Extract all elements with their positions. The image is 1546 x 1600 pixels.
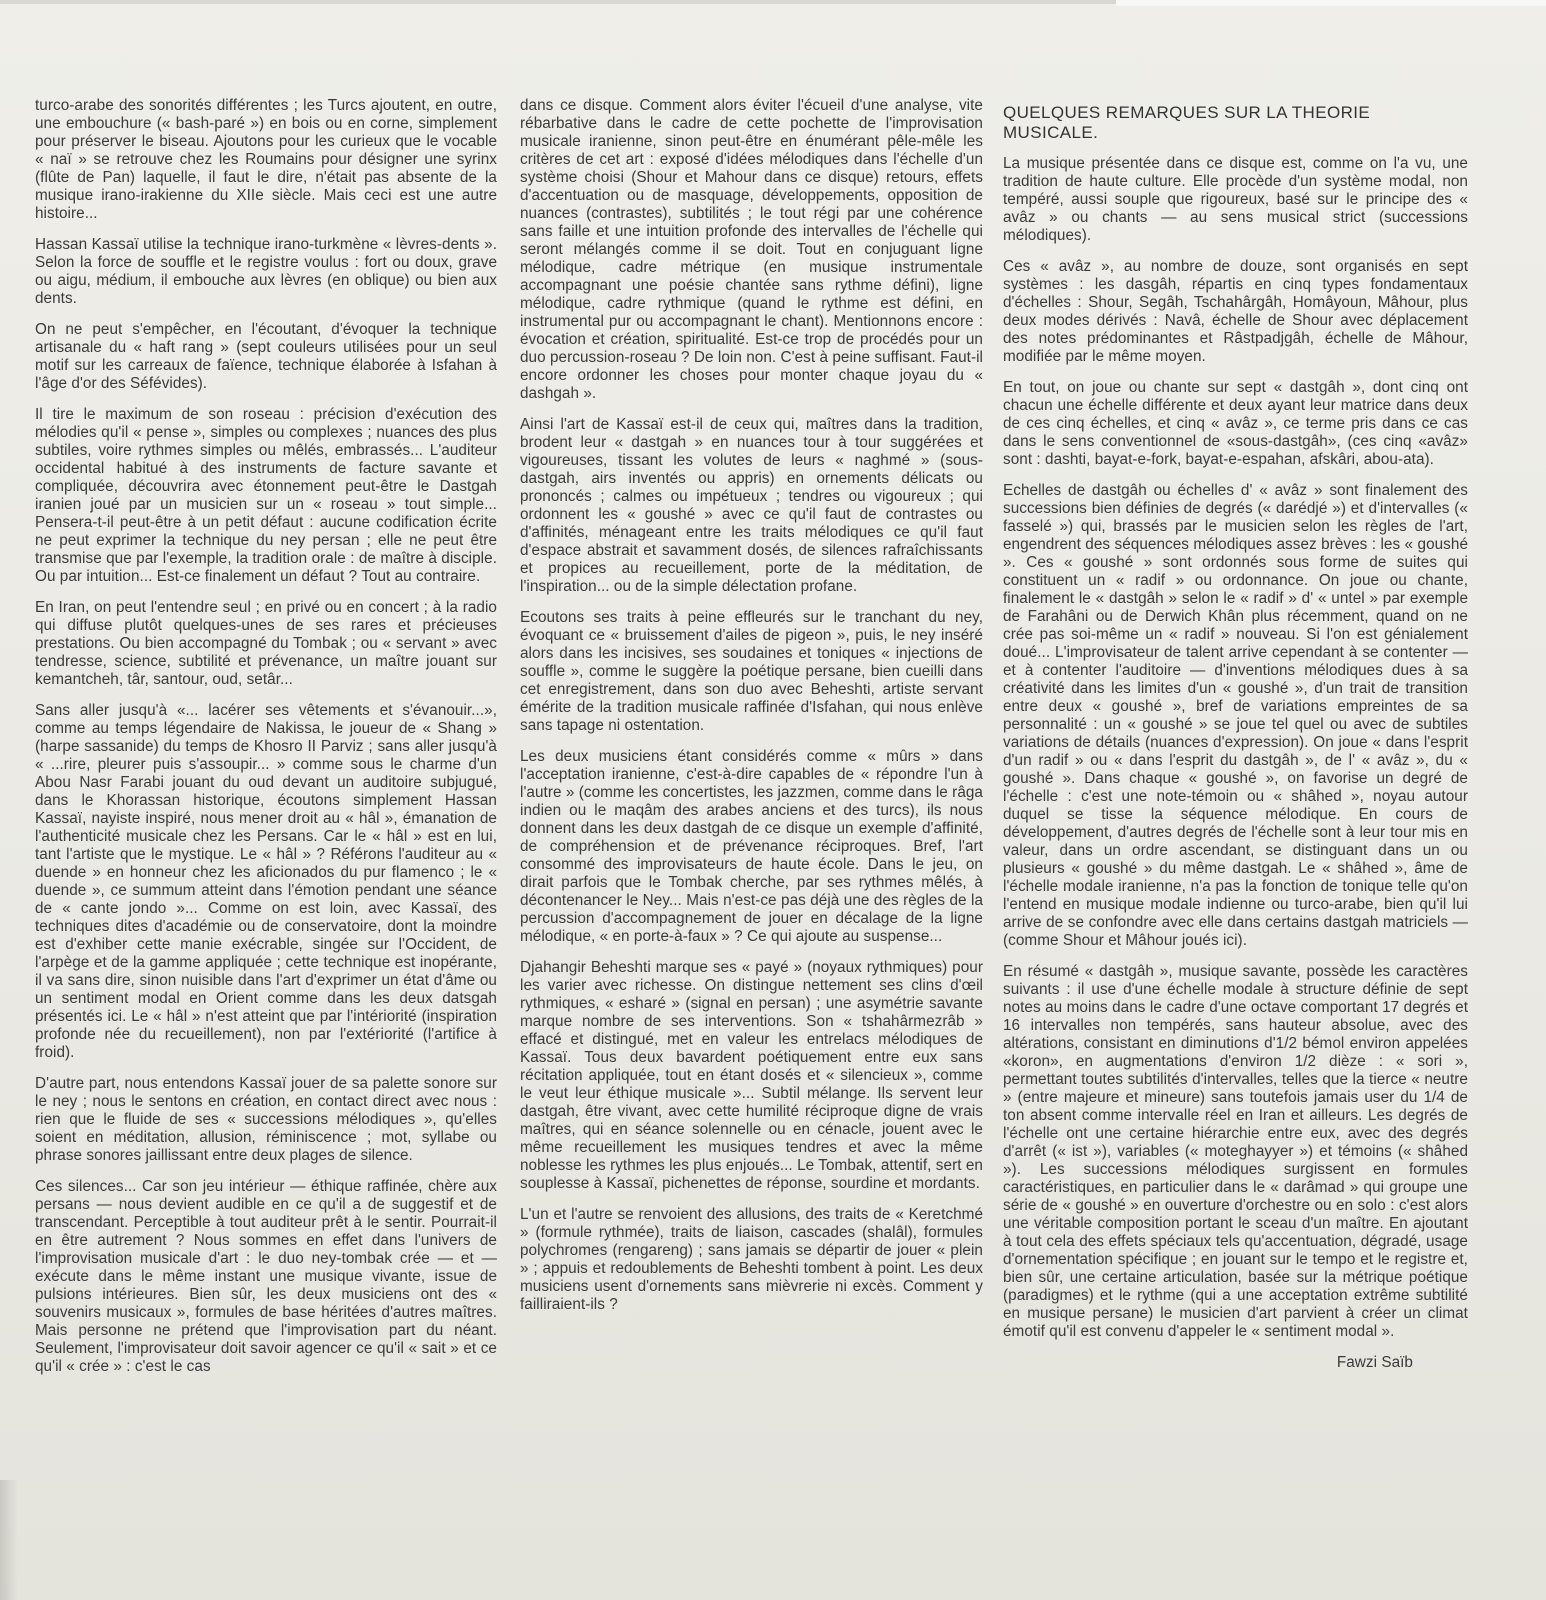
page-fold-shadow: [0, 1480, 18, 1600]
paragraph: Echelles de dastgâh ou échelles d' « avâz » sont finalement des successions bien définies de degrés (« darédjé ») et d'intervalles (« fasselé ») qui, brassés par le musicien selon les règles de l'art, engendrent des séquences mélodiques assez brèves : les « goushé ». Ces « goushé » sont ordonnés sous forme de suites qui constituent un « radif » ou ordonnance. On joue ou chante, finalement le « dastgâh » selon le « radif » d' « untel » par exemple de Farahâni ou de Derwich Khân plus récemment, quand on ne crée pas soi-même un « radif » nouveau. Si l'on est génialement doué... L'improvisateur de talent arrive cependant à se contenter — et à contenter l'auditoire — d'inventions mélodiques dues à sa créativité dans les limites d'un « goushé », d'un trait de transition entre deux « goushé », bref de variations empreintes de sa personnalité : un « goushé » se joue tel quel ou avec de subtiles variations de détails (nuances d'expression). On joue « dans l'esprit d'un radif » ou « dans l'esprit du dastgâh », de l' « avâz », du « goushé ». Dans chaque « goushé », on favorise un degré de l'échelle : c'est une note-témoin ou « shâhed », noyau autour duquel se tisse la séquence mélodique. En cours de développement, d'autres degrés de l'échelle sont à leur tour mis en valeur, dans un ordre ascendant, se distinguant dans un ou plusieurs « goushé » du même dastgah. Le « shâhed », âme de l'échelle modale iranienne, n'a pas la fonction de tonique telle qu'on l'entend en musique modale indienne ou turco-arabe, bien qu'il lui arrive de se confondre avec elle dans certains dastgah matriciels — (comme Shour et Mâhour joués ici).: [1003, 482, 1468, 949]
paragraph: Djahangir Beheshti marque ses « payé » (noyaux rythmiques) pour les varier avec richesse. On distingue nettement ses clins d'œil rythmiques, « esharé » (signal en persan) ; une asymétrie savante marque nombre de ses interventions. Son « tshahârmezrâb » effacé et distingué, met en valeur les entrelacs mélodiques de Kassaï. Tous deux bavardent poétiquement entre eux sans récitation appliquée, tout en étant dosés et « silencieux », comme le veut leur éthique musicale »... Subtil mélange. Ils servent leur dastgah, être vivant, avec cette humilité réciproque digne de vrais maîtres, qui en séance solennelle ou en cénacle, jouent avec le même recueillement les musiques tendres et avec la même noblesse les rythmes les plus enjoués... Le Tombak, attentif, sert en souplesse à Kassaï, pichenettes de réponse, sourdine et mordants.: [520, 959, 983, 1192]
paragraph: La musique présentée dans ce disque est, comme on l'a vu, une tradition de haute culture. Elle procède d'un système modal, non tempéré, aussi souple que rigoureux, basé sur le principe des « avâz » ou chants — au sens musical strict (successions mélodiques).: [1003, 155, 1468, 244]
paragraph: Hassan Kassaï utilise la technique irano-turkmène « lèvres-dents ». Selon la force de souffle et le registre voulus : fort ou doux, grave ou aigu, médium, il embouche aux lèvres (en oblique) ou bien aux dents.: [35, 236, 497, 307]
section-heading: QUELQUES REMARQUES SUR LA THEORIE MUSICALE.: [1003, 103, 1371, 142]
paragraph: En Iran, on peut l'entendre seul ; en privé ou en concert ; à la radio qui diffuse plutôt quelques-unes de ses rares et précieuses prestations. Ou bien accompagné du Tombak ; ou « servant » avec tendresse, science, subtilité et prévenance, un maître jouant sur kemantcheh, târ, santour, oud, setâr...: [35, 599, 497, 688]
paragraph: Ainsi l'art de Kassaï est-il de ceux qui, maîtres dans la tradition, brodent leur « dastgah » en nuances tour à tour suggérées et vigoureuses, tissant les volutes de leurs « naghmé » (sous-dastgah, airs inventés ou appris) en ornements délicats ou prononcés ; calmes ou impétueux ; tendres ou vigoureux ; qui ordonnent les « goushé » avec ce qu'il faut de contrastes ou d'affinités, ménageant entre les traits mélodiques ce qu'il faut d'espace abstrait et savamment dosés, de silences rafraîchissants et propices au recueillement, porte de la méditation, de l'inspiration... ou de la simple délectation profane.: [520, 416, 983, 595]
paragraph: Ces silences... Car son jeu intérieur — éthique raffinée, chère aux persans — nous devient audible en ce qu'il a de suggestif et de transcendant. Perceptible à tout auditeur prêt à le sentir. Pourrait-il en être autrement ? Nous sommes en effet dans l'univers de l'improvisation musicale d'art : le duo ney-tombak crée — et — exécute dans le même instant une musique vivante, issue de pulsions intérieures. Bien sûr, les deux musiciens ont des « souvenirs musicaux », formules de base héritées d'autres maîtres. Mais personne ne prétend que l'improvisation part du néant. Seulement, l'improvisateur doit savoir agencer ce qu'il « sait » et ce qu'il « crée » : c'est le cas: [35, 1178, 497, 1375]
paragraph: Il tire le maximum de son roseau : précision d'exécution des mélodies qu'il « pense », simples ou complexes ; nuances des plus subtiles, voire rythmes simples ou mêlés, embrassés... L'auditeur occidental habitué à des instruments de facture savante et compliquée, découvrira avec étonnement peut-être le Dastgah iranien joué par un musicien sur un « roseau » tout simple... Pensera-t-il peut-être à un petit défaut : aucune codification écrite ne peut exprimer la technique du ney persan ; elle ne peut être transmise que par l'exemple, la tradition orale : de maître à disciple. Ou par intuition... Est-ce finalement un défaut ? Tout au contraire.: [35, 406, 497, 585]
paragraph: Sans aller jusqu'à «... lacérer ses vêtements et s'évanouir...», comme au temps légendaire de Nakissa, le joueur de « Shang » (harpe sassanide) du temps de Khosro II Parviz ; sans aller jusqu'à « ...rire, pleurer puis s'assoupir... » comme sous le charme d'un Abou Nasr Farabi jouant du oud devant un auditoire subjugué, dans le Khorassan historique, écoutons simplement Hassan Kassaï, nayiste inspiré, nous mener droit au « hâl », émanation de l'authenticité musicale chez les Persans. Car le « hâl » est en lui, tant l'artiste que le mystique. Le « hâl » ? Référons l'auditeur au « duende » en honneur chez les aficionados du pur flamenco ; le « duende », ce summum atteint dans l'émotion pendant une séance de « cante jondo »... Comme on est loin, avec Kassaï, des techniques dites d'académie ou de conservatoire, dont la moindre est d'exhiber cette manie exécrable, singée sur l'Occident, de l'arpège et de la gamme appliquée ; cette technique est inopérante, il va sans dire, sinon nuisible dans l'art d'exprimer un état d'âme ou un sentiment modal en Orient comme dans les deux datsgah présentés ici. Le « hâl » n'est atteint que par l'intériorité (inspiration profonde née du recueillement), non par l'extériorité (l'artifice à froid).: [35, 702, 497, 1061]
paragraph: En résumé « dastgâh », musique savante, possède les caractères suivants : il use d'une échelle modale à structure définie de sept notes au moins dans le cadre d'une octave comportant 17 degrés et 16 intervalles non tempérés, sans hauteur absolue, avec des altérations, consistant en diminutions d'1/2 bémol environ appelées «koron», en augmentations d'environ 1/2 dièze : « sori », permettant toutes subtilités d'intervalles, telles que la tierce « neutre » (entre majeure et mineure) sans toutefois jamais user du 1/4 de ton absent comme intervalle réel en Iran et ailleurs. Les degrés de l'échelle ont une certaine hiérarchie entre eux, avec des degrés d'arrêt (« ist »), variables (« moteghayyer ») et témoins (« shâhed »). Les successions mélodiques surgissent en formules caractéristiques, en particulier dans le « darâmad » qui groupe une série de « goushé » en ouverture d'orchestre ou en solo : c'est alors une véritable composition portant le sceau d'un maître. En ajoutant à tout cela des effets spéciaux tels qu'accentuation, dégradé, usage d'ornementation spécifique ; en jouant sur le tempo et le registre et, bien sûr, une certaine articulation, basée sur la métrique poétique (paradigmes) et le rythme (qui a une acceptation extrême subtilité en musique persane) le musicien d'art parvient à créer un climat émotif qu'il est convenu d'appeler le « sentiment modal ».: [1003, 963, 1468, 1340]
author-signature: Fawzi Saïb: [1336, 1354, 1413, 1371]
text-column-1: [35, 97, 497, 1389]
paragraph: On ne peut s'empêcher, en l'écoutant, d'évoquer la technique artisanale du « haft rang » (sept couleurs utilisées pour un seul motif sur les carreaux de faïence, technique élaborée à Isfahan à l'âge d'or des Séfévides).: [35, 321, 497, 392]
paragraph: turco-arabe des sonorités différentes ; les Turcs ajoutent, en outre, une embouchure (« bash-paré ») en bois ou en corne, simplement pour préserver le biseau. Ajoutons pour les curieux que le vocable « naï » se retrouve chez les Roumains pour désigner une syrinx (flûte de Pan) laquelle, il faut le dire, n'était pas absente de la musique irano-irakienne du XIIe siècle. Mais ceci est une autre histoire...: [35, 97, 497, 222]
paragraph: Ces « avâz », au nombre de douze, sont organisés en sept systèmes : les dasgâh, répartis en cinq types fondamentaux d'échelles : Shour, Segâh, Tschahârgâh, Homâyoun, Mâhour, plus deux modes dérivés : Navâ, échelle de Shour avec déplacement des notes prédominantes et Râstpadjgâh, échelle de Mâhour, modifiée par le même moyen.: [1003, 258, 1468, 365]
paragraph: dans ce disque. Comment alors éviter l'écueil d'une analyse, vite rébarbative dans le cadre de cette pochette de l'improvisation musicale iranienne, sinon peut-être en énumérant pêle-mêle les critères de cet art : exposé d'idées mélodiques dans l'échelle d'un système choisi (Shour et Mahour dans ce disque) retours, effets d'accentuation ou de masquage, développements, opposition de nuances (contrastes), subtilités ; le tout régi par une cohérence sans faille et une intuition profonde des intervalles de l'échelle qui seront mélangés comme il se doit. Tout en conjuguant ligne mélodique, cadre métrique (en musique instrumentale accompagnant une poésie chantée sans rythme défini), ligne mélodique, cadre rythmique (quand le rythme est défini, en instrumental pur ou accompagnant le chant). Mentionnons encore : évocation et création, spiritualité. Est-ce trop de procédés pour un duo percussion-roseau ? De loin non. C'est à peine suffisant. Faut-il encore ordonner les choses pour monter chaque joyau du « dashgah ».: [520, 97, 983, 402]
text-column-2: [520, 97, 983, 1327]
paragraph: D'autre part, nous entendons Kassaï jouer de sa palette sonore sur le ney ; nous le sentons en création, en contact direct avec nous : rien que le fluide de ses « successions mélodiques », qu'elles soient en méditation, allusion, réminiscence ; mot, syllabe ou phrase sonores jaillissant entre deux plages de silence.: [35, 1075, 497, 1164]
paragraph: Les deux musiciens étant considérés comme « mûrs » dans l'acceptation iranienne, c'est-à-dire capables de « répondre l'un à l'autre » (comme les concertistes, les jazzmen, comme dans le râga indien ou le maqâm des arabes anciens et des turcs), ils nous donnent dans les deux dastgah de ce disque un exemple d'affinité, de compréhension et de prévenance réciproques. Bref, l'art consommé des improvisateurs de haute école. Dans le jeu, on dirait parfois que le Tombak cherche, par ses rythmes mêlés, à décontenancer le Ney... Mais n'est-ce pas déjà une des règles de la percussion d'accompagnement de jouer en décalage de la ligne mélodique, « en porte-à-faux » ? Ce qui ajoute au suspense...: [520, 748, 983, 945]
page-corner-highlight: [1116, 0, 1546, 6]
paragraph: L'un et l'autre se renvoient des allusions, des traits de « Keretchmé » (formule rythmée), traits de liaison, cascades (shalâl), formules polychromes (rengareng) ; sans jamais se départir de jouer « plein » ; appuis et redoublements de Beheshti tombent à point. Les deux musiciens usent d'ornements sans mièvrerie ni excès. Comment y failliraient-ils ?: [520, 1206, 983, 1313]
text-column-3: [1003, 97, 1468, 1372]
paragraph: En tout, on joue ou chante sur sept « dastgâh », dont cinq ont chacun une échelle différente et deux ayant leur matrice dans deux de ces cinq échelles, et cinq « avâz », ce terme pris dans ce cas dans le sens conventionnel de «sous-dastgâh», (ces cinq «avâz» sont : dashti, bayat-e-fork, bayat-e-espahan, afskâri, abou-ata).: [1003, 379, 1468, 468]
paragraph: Ecoutons ses traits à peine effleurés sur le tranchant du ney, évoquant ce « bruissement d'ailes de pigeon », puis, le ney inséré alors dans les incisives, ses soudaines et toniques « injections de souffle », comme le suggère la poétique persane, bien cueilli dans cet enregistrement, dans son duo avec Beheshti, artiste servant émérite de la tradition musicale raffinée d'Isfahan, qui nous enlève sans tapage ni ostentation.: [520, 609, 983, 734]
